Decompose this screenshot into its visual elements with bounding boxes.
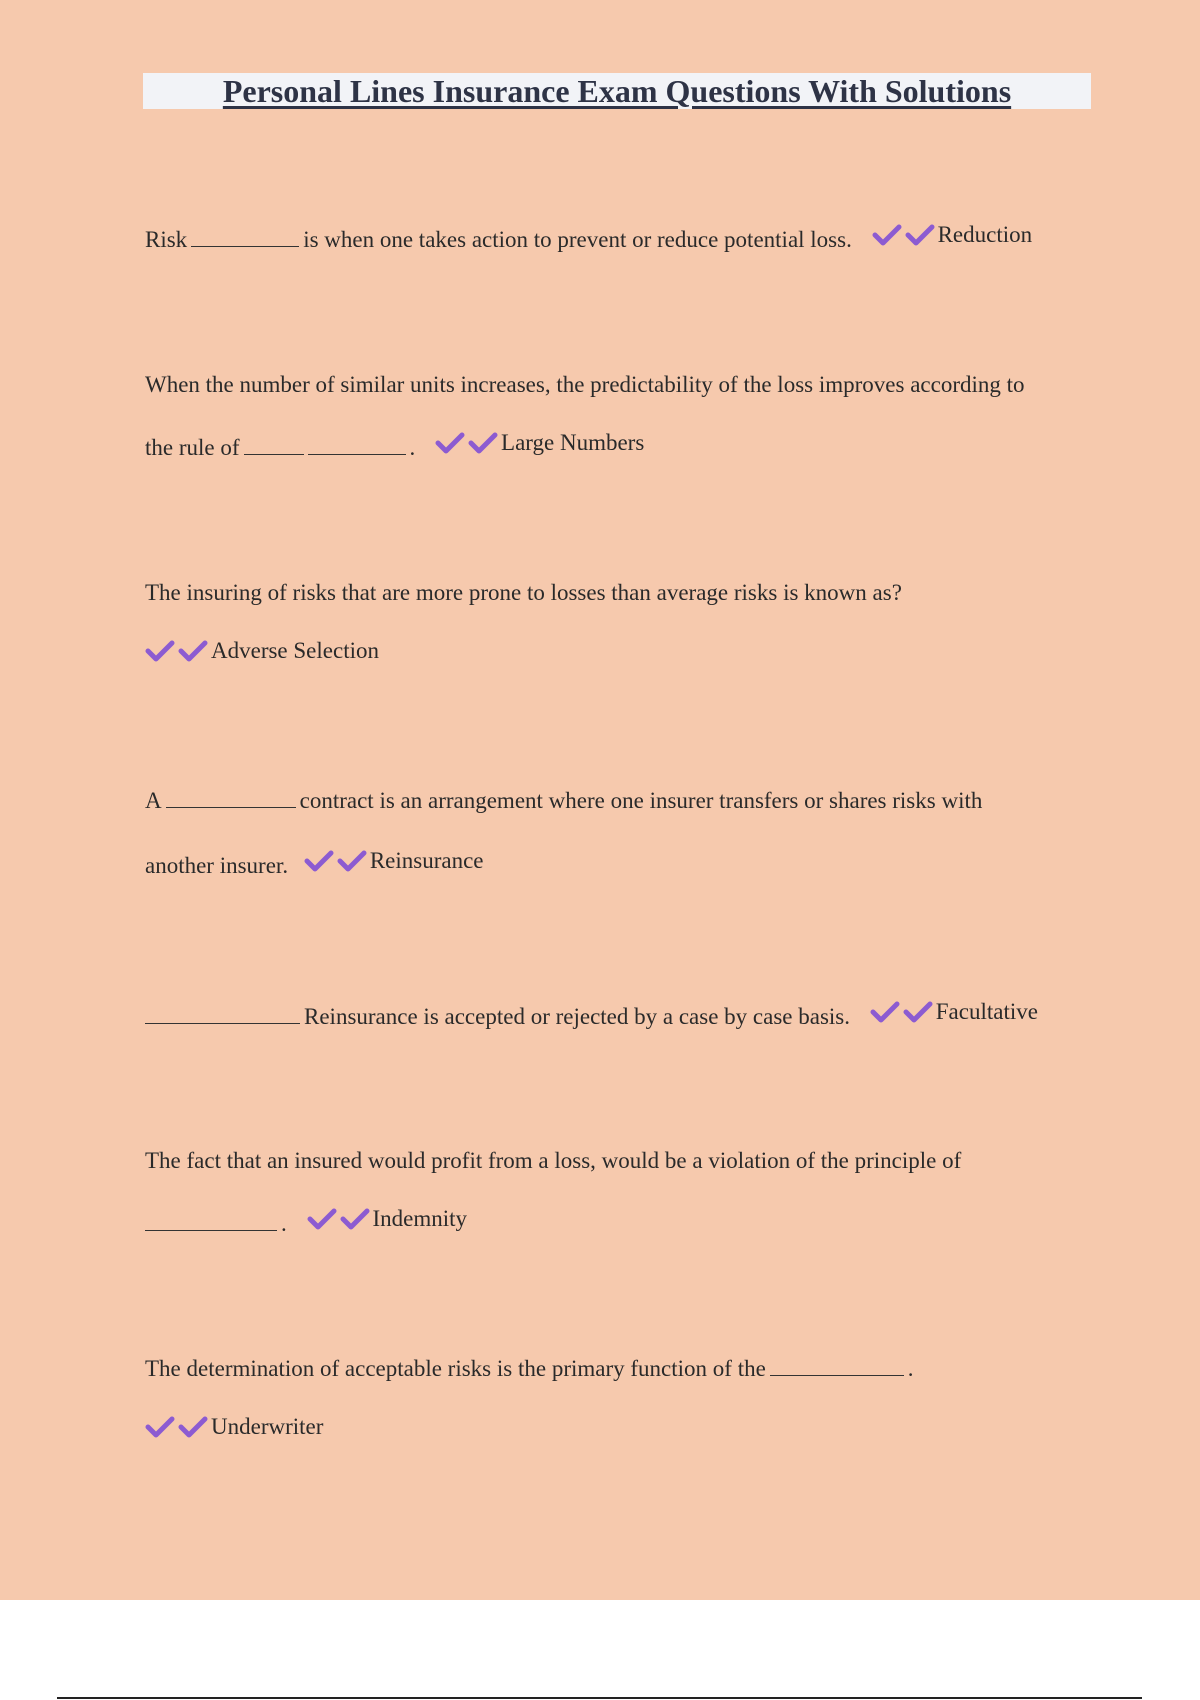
question-4-line-1 xyxy=(145,787,982,815)
check-icon xyxy=(145,639,175,663)
answer-6 xyxy=(307,1205,468,1233)
answer-blank xyxy=(166,789,296,808)
answer-4 xyxy=(304,847,484,875)
check-icon xyxy=(145,1415,175,1439)
double-check-icon xyxy=(145,1415,208,1439)
answer-blank xyxy=(145,1212,277,1231)
answer-5 xyxy=(870,998,1038,1026)
answer-text: Large Numbers xyxy=(501,430,645,455)
check-icon xyxy=(905,223,935,247)
double-check-icon xyxy=(870,1000,933,1024)
answer-blank xyxy=(145,1005,300,1024)
answer-text: Underwriter xyxy=(211,1414,324,1439)
double-check-icon xyxy=(304,849,367,873)
question-6-line-2 xyxy=(145,1205,467,1238)
check-icon xyxy=(435,431,465,455)
question-1 xyxy=(145,221,1032,254)
question-4-line-2 xyxy=(145,847,484,880)
check-icon xyxy=(307,1207,337,1231)
footer-rule xyxy=(57,1697,1142,1699)
answer-blank xyxy=(308,436,406,455)
question-2-text: When the number of similar units increases, the predictability of the loss improves according to xyxy=(145,372,1025,397)
answer-text: Adverse Selection xyxy=(211,638,379,663)
answer-2 xyxy=(435,429,644,457)
question-7-line-1 xyxy=(145,1355,914,1383)
question-3-line-2 xyxy=(145,637,379,670)
check-icon xyxy=(468,431,498,455)
check-icon xyxy=(178,1415,208,1439)
question-7-text-end: . xyxy=(907,1356,914,1381)
question-4-text-continued: another insurer. xyxy=(145,853,289,878)
answer-7 xyxy=(145,1413,323,1441)
answer-blank xyxy=(770,1357,904,1376)
question-5-text: Reinsurance is accepted or rejected by a case by case basis. xyxy=(304,1004,850,1029)
answer-1 xyxy=(872,221,1033,249)
answer-3 xyxy=(145,637,379,665)
check-icon xyxy=(178,639,208,663)
question-3-line-1 xyxy=(145,579,902,607)
answer-text: Facultative xyxy=(935,999,1038,1024)
question-3-text: The insuring of risks that are more prone to losses than average risks is known as? xyxy=(145,580,902,605)
question-4-text-end: contract is an arrangement where one insurer transfers or shares risks with xyxy=(299,788,983,813)
question-2-text-end: . xyxy=(409,435,416,460)
check-icon xyxy=(340,1207,370,1231)
answer-text: Reinsurance xyxy=(369,848,484,873)
double-check-icon xyxy=(435,431,498,455)
check-icon xyxy=(903,1000,933,1024)
answer-blank xyxy=(244,436,304,455)
check-icon xyxy=(870,1000,900,1024)
title-bar xyxy=(143,73,1091,109)
question-1-text-end: is when one takes action to prevent or reduce potential loss. xyxy=(303,227,852,252)
answer-text: Indemnity xyxy=(372,1206,468,1231)
question-6-text-end: . xyxy=(281,1211,287,1236)
answer-text: Reduction xyxy=(937,222,1033,247)
question-2-line-2 xyxy=(145,429,644,462)
question-1-text-start: Risk xyxy=(145,227,188,252)
question-7-line-2 xyxy=(145,1413,323,1446)
question-7-text: The determination of acceptable risks is the primary function of the xyxy=(145,1356,766,1381)
double-check-icon xyxy=(307,1207,370,1231)
question-6-text: The fact that an insured would profit from a loss, would be a violation of the principle of xyxy=(145,1148,962,1173)
question-4-text-start: A xyxy=(145,788,162,813)
double-check-icon xyxy=(872,223,935,247)
question-6-line-1 xyxy=(145,1147,961,1175)
check-icon xyxy=(337,849,367,873)
answer-blank xyxy=(191,228,299,247)
document-title: Personal Lines Insurance Exam Questions With Solutions xyxy=(222,72,1012,109)
check-icon xyxy=(872,223,902,247)
question-2-line-1 xyxy=(145,371,1025,399)
question-5 xyxy=(145,998,1038,1031)
double-check-icon xyxy=(145,639,208,663)
question-2-text-start: the rule of xyxy=(145,435,240,460)
check-icon xyxy=(304,849,334,873)
